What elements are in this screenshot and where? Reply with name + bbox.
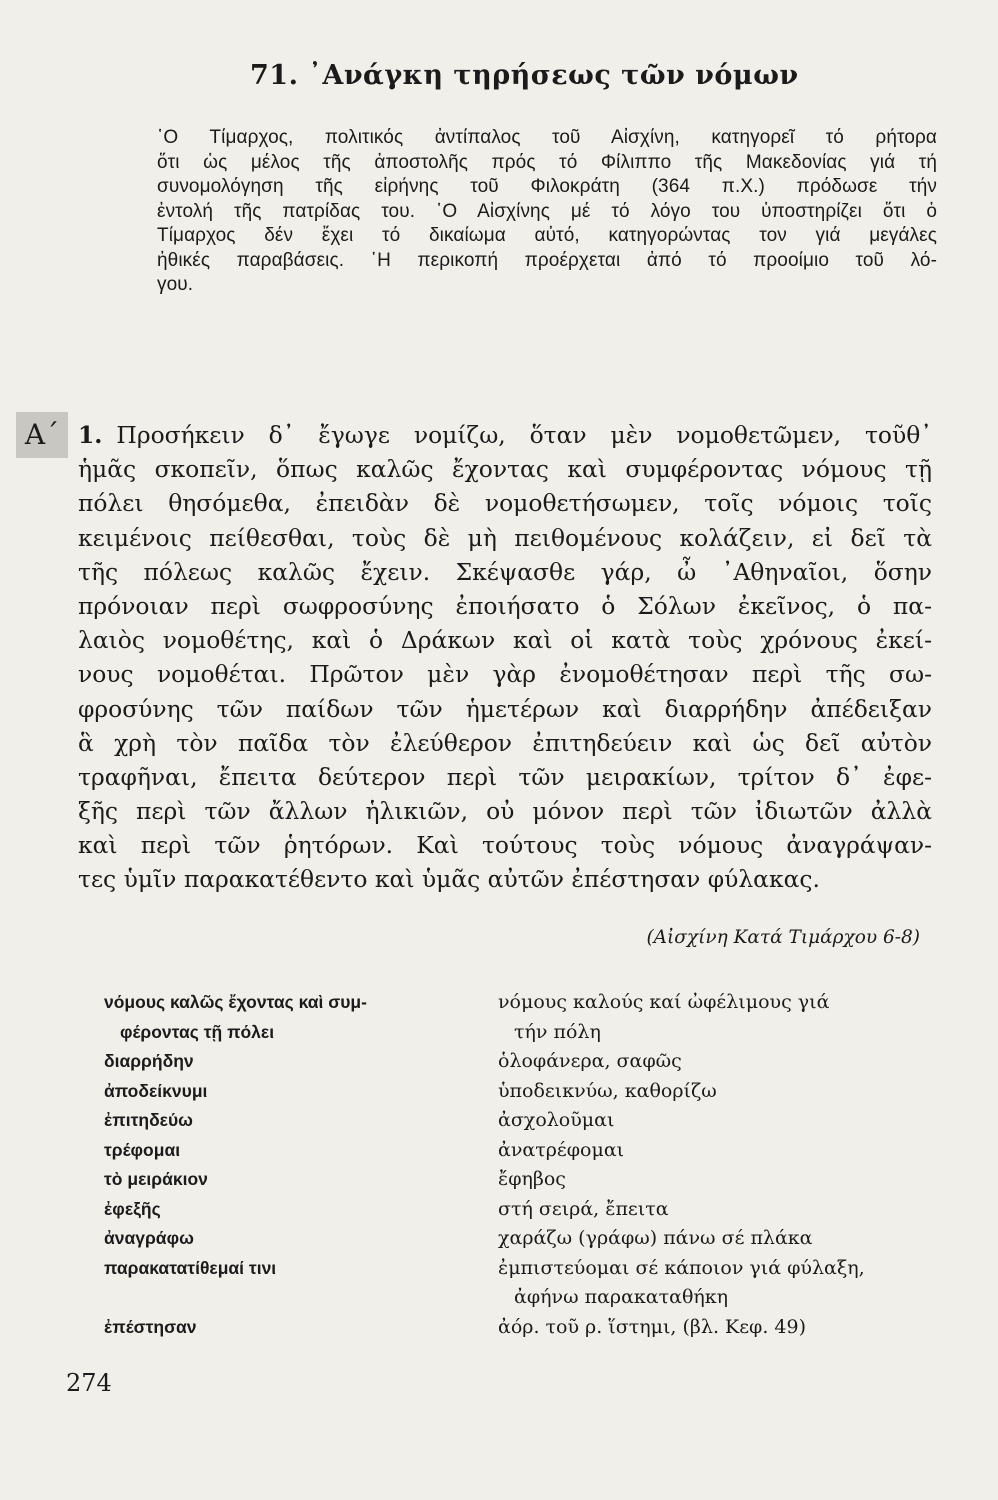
intro-line: γου.	[157, 274, 194, 295]
intro-line: ὅτι ὡς μέλος τῆς ἀποστολῆς πρός τό Φίλιππο τῆς Μακεδονίας γιά τή	[157, 151, 937, 173]
passage-line: νους νομοθέται. Πρῶτον μὲν γὰρ ἐνομοθέτησαν περὶ τῆς σω-	[78, 660, 932, 689]
glossary-entry	[104, 1077, 934, 1107]
glossary-definition: ἔφηβος	[498, 1168, 566, 1190]
intro-line: ἐντολή τῆς πατρίδας του. ῾Ο Αἰσχίνης μέ τό λόγο του ὑποστηρίζει ὅτι ὁ	[157, 200, 937, 222]
passage-line: πρόνοιαν περὶ σωφροσύνης ἐποιήσατο ὁ Σόλων ἐκεῖνος, ὁ πα-	[78, 591, 932, 620]
glossary-definition	[498, 1254, 938, 1313]
glossary-term-text: νόμους καλῶς ἔχοντας καὶ συμ-	[104, 992, 367, 1012]
passage-line: ξῆς περὶ τῶν ἄλλων ἡλικιῶν, οὐ μόνον περὶ τῶν ἰδιωτῶν ἀλλὰ	[78, 797, 932, 826]
page-title: 71. ᾿Ανάγκη τηρήσεως τῶν νόμων	[250, 60, 799, 91]
glossary-term-text: φέροντας τῇ πόλει	[120, 1021, 275, 1042]
glossary-definition: στή σειρά, ἔπειτα	[498, 1197, 669, 1220]
glossary	[104, 988, 934, 1342]
page-number: 274	[66, 1369, 112, 1397]
glossary-term: τρέφομαι	[104, 1139, 181, 1160]
glossary-definition: ἀόρ. τοῦ ρ. ἵστημι, (βλ. Κεφ. 49)	[498, 1315, 807, 1338]
intro-line: ῾Ο Τίμαρχος, πολιτικός ἀντίπαλος τοῦ Αἰσχίνη, κατηγορεῖ τό ρήτορα	[157, 127, 937, 148]
passage-number: 1.	[78, 421, 103, 449]
glossary-entry	[104, 1195, 934, 1225]
passage-line: πόλει θησόμεθα, ἐπειδὰν δὲ νομοθετήσωμεν, τοῖς νόμοις τοῖς	[78, 489, 932, 518]
passage-line: κειμένοις πείθεσθαι, τοὺς δὲ μὴ πειθομένους κολάζειν, εἰ δεῖ τὰ	[78, 523, 932, 552]
greek-passage	[78, 418, 932, 897]
passage-line	[78, 418, 932, 452]
passage-line-text: Προσήκειν δ᾿ ἔγωγε νομίζω, ὅταν μὲν νομοθετῶμεν, τοῦθ᾿	[116, 421, 932, 449]
glossary-term: ἀποδείκνυμι	[104, 1080, 208, 1101]
glossary-definition: ὑποδεικνύω, καθορίζω	[498, 1079, 717, 1102]
glossary-definition-text: ἐμπιστεύομαι σέ κάποιον γιά φύλαξη,	[498, 1256, 865, 1279]
passage-line: καὶ περὶ τῶν ῥητόρων. Καὶ τούτους τοὺς νόμους ἀναγράψαν-	[78, 831, 932, 860]
glossary-definition	[498, 988, 938, 1047]
glossary-entry	[104, 1254, 934, 1313]
glossary-definition-text: τήν πόλη	[514, 1020, 601, 1043]
glossary-entry	[104, 1136, 934, 1166]
glossary-entry	[104, 1313, 934, 1343]
section-marker: Α΄	[16, 412, 68, 458]
intro-line: Τίμαρχος δέν ἔχει τό δικαίωμα αὐτό, κατηγορώντας τον γιά μεγάλες	[157, 225, 937, 246]
glossary-entry	[104, 988, 934, 1047]
glossary-definition-text: νόμους καλούς καί ὠφέλιμους γιά	[498, 991, 830, 1013]
intro-paragraph	[157, 126, 937, 298]
glossary-term: ἀναγράφω	[104, 1228, 194, 1248]
glossary-definition: ἀνατρέφομαι	[498, 1138, 625, 1161]
intro-line: συνομολόγηση τῆς εἰρήνης τοῦ Φιλοκράτη (364 π.Χ.) πρόδωσε τήν	[157, 176, 937, 197]
source-citation: (Αἰσχίνη Κατά Τιμάρχου 6-8)	[646, 927, 920, 948]
passage-line: ἡμᾶς σκοπεῖν, ὅπως καλῶς ἔχοντας καὶ συμφέροντας νόμους τῇ	[78, 455, 932, 484]
glossary-definition-text: ἀφήνω παρακαταθήκη	[514, 1286, 729, 1308]
glossary-definition: ὁλοφάνερα, σαφῶς	[498, 1050, 682, 1072]
passage-line: λαιὸς νομοθέτης, καὶ ὁ Δράκων καὶ οἱ κατὰ τοὺς χρόνους ἐκεί-	[78, 626, 932, 655]
glossary-term: ἐφεξῆς	[104, 1198, 161, 1219]
glossary-term: διαρρήδην	[104, 1051, 194, 1071]
glossary-term: παρακατατίθεμαί τινι	[104, 1257, 277, 1278]
glossary-definition: χαράζω (γράφω) πάνω σέ πλάκα	[498, 1227, 813, 1249]
glossary-entry	[104, 1106, 934, 1136]
passage-line: φροσύνης τῶν παίδων τῶν ἡμετέρων καὶ διαρρήδην ἀπέδειξαν	[78, 694, 932, 723]
glossary-term: ἐπιτηδεύω	[104, 1110, 193, 1130]
glossary-entry	[104, 1165, 934, 1195]
glossary-entry	[104, 1224, 934, 1254]
passage-line: τραφῆναι, ἔπειτα δεύτερον περὶ τῶν μειρακίων, τρίτον δ᾿ ἐφε-	[78, 762, 932, 791]
passage-line: ἃ χρὴ τὸν παῖδα τὸν ἐλεύθερον ἐπιτηδεύειν καὶ ὡς δεῖ αὐτὸν	[78, 728, 932, 757]
passage-line: τῆς πόλεως καλῶς ἔχειν. Σκέψασθε γάρ, ὦ ᾿Αθηναῖοι, ὅσην	[78, 557, 932, 586]
glossary-term	[104, 988, 464, 1047]
glossary-term: ἐπέστησαν	[104, 1316, 197, 1337]
intro-line: ἠθικές παραβάσεις. ῾Η περικοπή προέρχεται ἀπό τό προοίμιο τοῦ λό-	[157, 249, 937, 271]
passage-line: τες ὑμῖν παρακατέθεντο καὶ ὑμᾶς αὐτῶν ἐπέστησαν φύλακας.	[78, 865, 820, 894]
glossary-entry	[104, 1047, 934, 1077]
glossary-definition: ἀσχολοῦμαι	[498, 1109, 615, 1131]
glossary-term: τὸ μειράκιον	[104, 1169, 208, 1189]
